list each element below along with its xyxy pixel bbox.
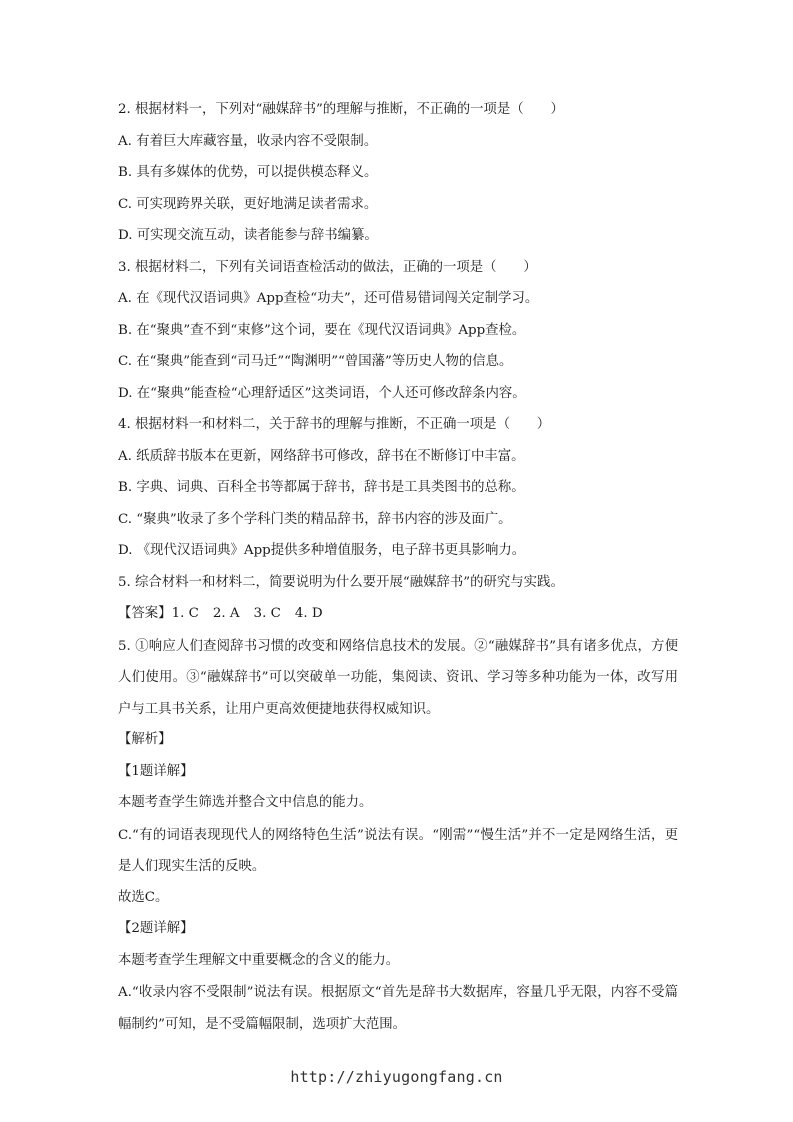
- question-3-option-d: D. 在“聚典”能查检“心理舒适区”这类词语，个人还可修改辞条内容。: [118, 385, 526, 401]
- question-2-option-c: C. 可实现跨界关联，更好地满足读者需求。: [118, 196, 378, 212]
- footer-url: http://zhiyugongfang.cn: [290, 1068, 503, 1086]
- question-3-option-c: C. 在“聚典”能查到“司马迁”“陶渊明”“曾国藩”等历史人物的信息。: [118, 354, 513, 369]
- question-5-stem: 5. 综合材料一和材料二，简要说明为什么要开展“融媒辞书”的研究与实践。: [118, 574, 564, 590]
- q2-explanation: A.“收录内容不受限制”说法有误。根据原文“首先是辞书大数据库，容量几乎无限，内容不受篇幅制约”可知，是不受篇幅限制，选项扩大范围。: [118, 985, 678, 1032]
- question-4-option-d: D. 《现代汉语词典》App提供多种增值服务，电子辞书更具影响力。: [118, 543, 526, 558]
- document-body: [118, 100, 678, 1040]
- q2-intro: 本题考查学生理解文中重要概念的含义的能力。: [118, 952, 400, 968]
- answer-item: 3. C: [253, 606, 281, 621]
- q1-conclusion: 故选C。: [118, 889, 169, 905]
- question-3-option-a: A. 在《现代汉语词典》App查检“功夫”，还可借易错词闯关定制学习。: [118, 291, 539, 306]
- q1-heading: 【1题详解】: [118, 763, 194, 779]
- q1-explanation: C.“有的词语表现现代人的网络特色生活”说法有误。“刚需”“慢生活”并不一定是网络生活，更是人们现实生活的反映。: [118, 827, 678, 874]
- question-2-stem: 2. 根据材料一，下列对“融媒辞书”的理解与推断，不正确的一项是（ ）: [118, 102, 564, 117]
- question-4-option-c: C. “聚典”收录了多个学科门类的精品辞书，辞书内容的涉及面广。: [118, 511, 512, 527]
- answer-item: 2. A: [212, 606, 240, 621]
- question-2-option-d: D. 可实现交流互动，读者能参与辞书编纂。: [118, 228, 378, 243]
- q1-intro: 本题考查学生筛选并整合文中信息的能力。: [118, 795, 373, 810]
- question-3-option-b: B. 在“聚典”查不到“束修”这个词，要在《现代汉语词典》App查检。: [118, 322, 526, 338]
- question-4-option-a: A. 纸质辞书版本在更新，网络辞书可修改，辞书在不断修订中丰富。: [118, 448, 525, 464]
- answer-5-text: 5. ①响应人们查阅辞书习惯的改变和网络信息技术的发展。②“融媒辞书”具有诸多优点，方便人们使用。③“融媒辞书”可以突破单一功能，集阅读、资讯、学习等多种功能为一体，改写用户与工具书关系，让用户更高效便捷地获得权威知识。: [118, 638, 678, 717]
- answer-item: 4. D: [294, 606, 323, 621]
- answer-line: [118, 604, 678, 624]
- question-2-option-a: A. 有着巨大库藏容量，收录内容不受限制。: [118, 133, 378, 149]
- q2-heading: 【2题详解】: [118, 921, 194, 936]
- question-2-option-b: B. 具有多媒体的优势，可以提供模态释义。: [118, 165, 378, 180]
- answer-item: 1. C: [171, 606, 199, 621]
- answer-label: 【答案】: [118, 606, 172, 621]
- analysis-label: 【解析】: [118, 732, 172, 747]
- question-4-stem: 4. 根据材料一和材料二，关于辞书的理解与推断，不正确一项是（ ）: [118, 417, 551, 432]
- question-3-stem: 3. 根据材料二，下列有关词语查检活动的做法，正确的一项是（ ）: [118, 259, 537, 275]
- question-4-option-b: B. 字典、词典、百科全书等都属于辞书，辞书是工具类图书的总称。: [118, 480, 525, 495]
